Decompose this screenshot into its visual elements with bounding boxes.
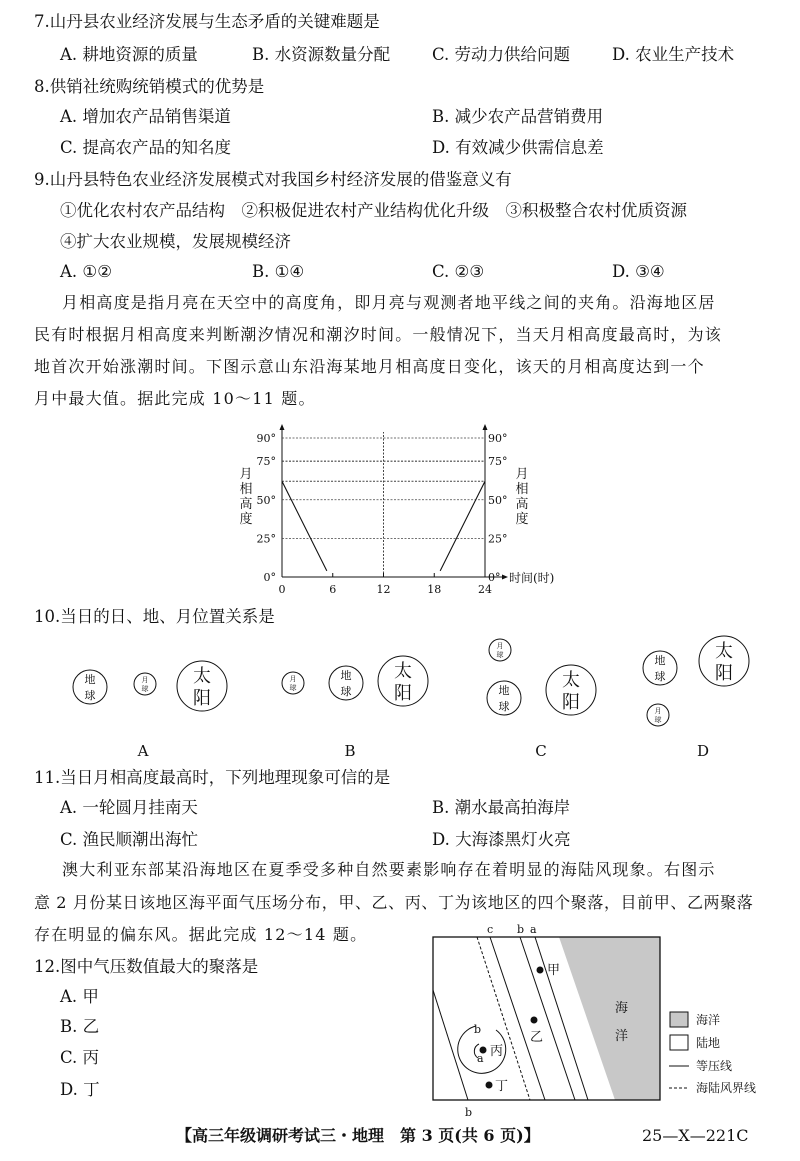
settlement-ding: 丁 (495, 1079, 509, 1094)
settlement-jia-dot (537, 967, 544, 974)
svg-text:等压线: 等压线 (696, 1059, 733, 1073)
y-axis-label-left-char: 相 (239, 482, 253, 497)
sea-land-breeze-boundary (477, 937, 530, 1100)
x-axis-arrow (502, 575, 508, 580)
svg-text:地: 地 (340, 669, 352, 682)
sea-label-2: 洋 (615, 1029, 629, 1044)
svg-text:月: 月 (289, 675, 297, 683)
q7-option-b: B. 水资源数量分配 (252, 45, 391, 64)
passage-1-line-2: 民有时根据月相高度来判断潮汐情况和潮汐时间。一般情况下，当天月相高度最高时，为该 (34, 325, 723, 344)
q9-option-d: D. ③④ (612, 262, 665, 281)
svg-text:球: 球 (654, 670, 666, 683)
svg-text:球: 球 (496, 651, 504, 659)
svg-text:球: 球 (340, 685, 352, 698)
q8-option-b: B. 减少农产品营销费用 (432, 107, 604, 126)
q9-option-a: A. ①② (60, 262, 112, 281)
x-axis-label: 时间(时) (509, 571, 555, 585)
svg-text:b: b (517, 923, 525, 936)
svg-text:球: 球 (141, 685, 149, 693)
series-line-morning (282, 481, 327, 571)
y-tick-left: 50° (256, 493, 276, 507)
passage-1-line-3: 地首次开始涨潮时间。下图示意山东沿海某地月相高度日变化，该天的月相高度达到一个 (34, 357, 705, 376)
svg-text:b: b (474, 1023, 482, 1036)
q9-option-c: C. ②③ (432, 262, 485, 281)
y-axis-label-right-char: 高 (515, 497, 529, 512)
q12-option-d: D. 丁 (60, 1080, 100, 1099)
passage-2-line-2: 意 2 月份某日该地区海平面气压场分布，甲、乙、丙、丁为该地区的四个聚落，目前甲、乙两聚落 (34, 893, 754, 912)
svg-text:太: 太 (715, 641, 733, 662)
x-tick-label: 0 (278, 583, 286, 596)
svg-text:阳: 阳 (394, 683, 412, 704)
question-8-stem: 8.供销社统购统销模式的优势是 (34, 77, 265, 96)
svg-text:陆地: 陆地 (696, 1036, 721, 1050)
settlement-ding-dot (486, 1082, 493, 1089)
question-9-stem: 9.山丹县特色农业经济发展模式对我国乡村经济发展的借鉴意义有 (34, 170, 512, 189)
series-line-evening (440, 481, 485, 571)
diagram-label-b: B (344, 742, 356, 760)
svg-text:a: a (530, 923, 537, 936)
svg-text:海陆风界线: 海陆风界线 (696, 1081, 757, 1095)
svg-text:c: c (487, 923, 494, 936)
question-11-stem: 11.当日月相高度最高时，下列地理现象可信的是 (34, 768, 391, 787)
q7-option-a: A. 耕地资源的质量 (60, 45, 198, 64)
q9-items-line-1: ①优化农村农产品结构 ②积极促进农村产业结构优化升级 ③积极整合农村优质资源 (60, 201, 687, 220)
q7-option-c: C. 劳动力供给问题 (432, 45, 571, 64)
footer-code: 25—X—221C (642, 1126, 749, 1145)
y-tick-right: 0° (488, 571, 501, 584)
y-tick-left: 75° (256, 455, 276, 469)
svg-text:月: 月 (141, 676, 149, 684)
q11-option-c: C. 渔民顺潮出海忙 (60, 830, 199, 849)
q8-option-d: D. 有效减少供需信息差 (432, 138, 604, 157)
q12-option-c: C. 丙 (60, 1048, 100, 1067)
x-tick-label: 18 (427, 583, 442, 596)
sun-earth-moon-diagrams (0, 630, 800, 765)
footer-title: 【高三年级调研考试三・地理 第 3 页(共 6 页)】 (176, 1126, 540, 1145)
q11-option-a: A. 一轮圆月挂南天 (60, 798, 198, 817)
svg-text:阳: 阳 (562, 692, 580, 713)
passage-2-line-3: 存在明显的偏东风。据此完成 12～14 题。 (34, 925, 368, 944)
svg-text:地: 地 (654, 654, 666, 667)
diagram-label-c: C (535, 742, 547, 760)
q11-option-b: B. 潮水最高拍海岸 (432, 798, 571, 817)
y-tick-right: 50° (488, 493, 508, 507)
y-axis-label-left-char: 月 (239, 467, 253, 482)
q12-option-b: B. 乙 (60, 1017, 100, 1036)
svg-text:球: 球 (654, 716, 662, 724)
svg-text:球: 球 (84, 689, 96, 702)
y-tick-left: 90° (256, 432, 276, 445)
svg-text:阳: 阳 (715, 663, 733, 684)
sea-label-1: 海 (615, 1001, 629, 1016)
x-tick-label: 24 (478, 583, 492, 596)
svg-text:海洋: 海洋 (696, 1013, 721, 1027)
passage-1-line-4: 月中最大值。据此完成 10～11 题。 (34, 389, 316, 408)
q12-option-a: A. 甲 (60, 987, 99, 1006)
diagram-label-a: A (137, 742, 149, 760)
svg-text:a: a (477, 1052, 484, 1065)
svg-text:太: 太 (394, 661, 412, 682)
svg-text:球: 球 (498, 700, 510, 713)
svg-text:地: 地 (84, 673, 96, 686)
q9-items-line-2: ④扩大农业规模，发展规模经济 (60, 232, 291, 251)
settlement-yi-dot (531, 1017, 538, 1024)
question-12-stem: 12.图中气压数值最大的聚落是 (34, 957, 259, 976)
y-tick-right: 90° (488, 432, 508, 445)
svg-text:地: 地 (498, 684, 510, 697)
x-tick-label: 12 (376, 583, 391, 596)
y-axis-label-right-char: 相 (515, 482, 529, 497)
isobar-b-left (433, 990, 468, 1100)
diagram-label-d: D (696, 742, 710, 760)
passage-2-line-1: 澳大利亚东部某沿海地区在夏季受多种自然要素影响存在着明显的海陆风现象。右图示 (62, 860, 716, 879)
isobar-b (520, 937, 575, 1100)
y-axis-right-arrow (483, 424, 488, 430)
pressure-field-map (0, 920, 800, 1120)
y-tick-right: 75° (488, 455, 508, 469)
q9-option-b: B. ①④ (252, 262, 305, 281)
map-legend (669, 1012, 756, 1095)
passage-1-line-1: 月相高度是指月亮在天空中的高度角，即月亮与观测者地平线之间的夹角。沿海地区居 (62, 293, 716, 312)
q8-option-a: A. 增加农产品销售渠道 (60, 107, 231, 126)
q8-option-c: C. 提高农产品的知名度 (60, 138, 232, 157)
svg-text:月: 月 (496, 642, 504, 650)
svg-text:太: 太 (193, 666, 211, 687)
q11-option-d: D. 大海漆黑灯火亮 (432, 830, 571, 849)
y-tick-left: 0° (263, 571, 276, 584)
settlement-jia: 甲 (547, 963, 561, 978)
y-tick-left: 25° (256, 532, 276, 546)
svg-text:太: 太 (562, 670, 580, 691)
svg-text:月: 月 (654, 707, 662, 715)
settlement-bing: 丙 (490, 1044, 504, 1059)
svg-text:b: b (465, 1106, 473, 1119)
sea-area (559, 937, 660, 1100)
q7-option-d: D. 农业生产技术 (612, 45, 735, 64)
svg-text:阳: 阳 (193, 688, 211, 709)
question-7-stem: 7.山丹县农业经济发展与生态矛盾的关键难题是 (34, 12, 380, 31)
y-axis-left-arrow (280, 424, 285, 430)
y-axis-label-right-char: 月 (515, 467, 529, 482)
y-axis-label-right-char: 度 (515, 512, 529, 527)
svg-text:球: 球 (289, 684, 297, 692)
settlement-yi: 乙 (530, 1030, 544, 1045)
question-10-stem: 10.当日的日、地、月位置关系是 (34, 607, 275, 626)
y-axis-label-left-char: 高 (239, 497, 253, 512)
y-tick-right: 25° (488, 532, 508, 546)
x-tick-label: 6 (329, 583, 337, 596)
y-axis-label-left-char: 度 (239, 512, 253, 527)
